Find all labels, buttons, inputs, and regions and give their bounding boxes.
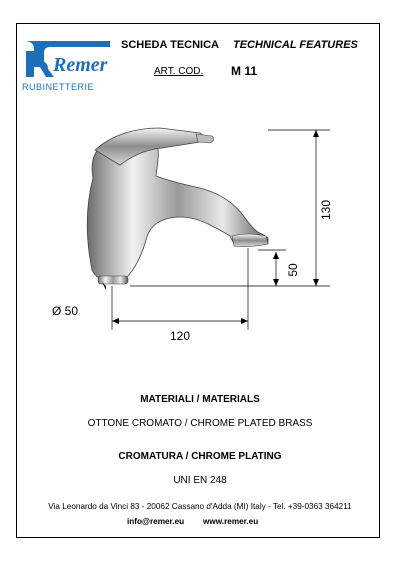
height-total-label: 130 — [319, 199, 333, 221]
footer-website[interactable]: www.remer.eu — [203, 517, 259, 526]
logo-tagline: RUBINETTERIE — [22, 82, 95, 92]
spout-height-label: 50 — [286, 263, 300, 277]
plating-heading: CROMATURA / CHROME PLATING — [118, 451, 282, 462]
plating-value: UNI EN 248 — [173, 475, 227, 486]
footer-address: Via Leonardo da Vinci 83 - 20062 Cassano d'Adda (MI) Italy - Tel. +39-0363 364211 — [48, 502, 352, 511]
materials-value: OTTONE CROMATO / CHROME PLATED BRASS — [87, 418, 313, 429]
faucet-image — [87, 128, 268, 284]
footer-email[interactable]: info@remer.eu — [127, 517, 185, 526]
spout-reach-label: 120 — [169, 329, 191, 343]
materials-heading: MATERIALI / MATERIALS — [140, 394, 260, 405]
art-code-value: M 11 — [231, 64, 258, 78]
logo-word: Remer — [53, 54, 108, 76]
title-english: TECHNICAL FEATURES — [233, 39, 358, 51]
base-diameter-label: Ø 50 — [52, 304, 79, 318]
art-code-label: ART. COD. — [154, 66, 204, 77]
title-italian: SCHEDA TECNICA — [121, 39, 219, 51]
